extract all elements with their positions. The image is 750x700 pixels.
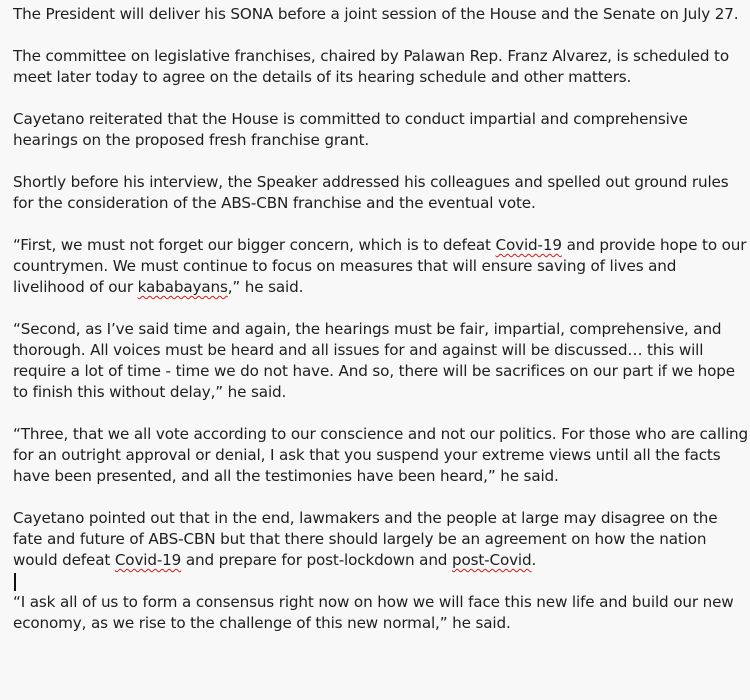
paragraph[interactable]: [13, 508, 748, 571]
text-run: and provide hope to our countrymen. We must continue to focus on measures that will ensure saving of lives and livelihood of our: [13, 236, 747, 296]
misspelled-word: Covid-19: [114, 551, 182, 569]
text-run: Cayetano reiterated that the House is committed to conduct impartial and comprehensive hearings on the proposed fresh franchise grant.: [13, 110, 688, 149]
paragraph[interactable]: [13, 109, 748, 151]
text-run: ,” he said.: [227, 278, 304, 296]
paragraph[interactable]: [13, 319, 748, 403]
paragraph[interactable]: [13, 424, 748, 487]
text-run: .: [531, 551, 537, 569]
paragraph[interactable]: [13, 172, 748, 214]
text-run: “Three, that we all vote according to our conscience and not our politics. For those who are calling for an outright approval or denial, I ask that you suspend your extreme views until all the facts have been presented, and all the testimonies have been heard,” he said.: [13, 425, 749, 485]
text-run: “First, we must not forget our bigger concern, which is to defeat: [13, 236, 496, 254]
misspelled-word: post-Covid: [451, 551, 532, 569]
paragraph[interactable]: [13, 46, 748, 88]
misspelled-word: kababayans: [137, 278, 228, 296]
text-cursor: [14, 573, 16, 591]
paragraph[interactable]: [13, 592, 748, 634]
text-run: “Second, as I’ve said time and again, the hearings must be fair, impartial, comprehensive, and thorough. All voices must be heard and all issues for and against will be discussed… this will require a lot of time - time we do not have. And so, there will be sacrifices on our part if we hope to finish this without delay,” he said.: [13, 320, 735, 401]
paragraph[interactable]: [13, 4, 748, 25]
text-run: Shortly before his interview, the Speaker addressed his colleagues and spelled out ground rules for the consideration of the ABS-CBN franchise and the eventual vote.: [13, 173, 729, 212]
text-run: The President will deliver his SONA before a joint session of the House and the Senate on July 27.: [13, 5, 739, 23]
empty-line[interactable]: [13, 571, 750, 592]
text-run: The committee on legislative franchises, chaired by Palawan Rep. Franz Alvarez, is scheduled to meet later today to agree on the details of its hearing schedule and other matters.: [13, 47, 729, 86]
misspelled-word: Covid-19: [495, 236, 562, 254]
text-run: “I ask all of us to form a consensus right now on how we will face this new life and build our new economy, as we rise to the challenge of this new normal,” he said.: [13, 593, 734, 632]
text-run: and prepare for post-lockdown and: [181, 551, 452, 569]
paragraph[interactable]: [13, 235, 748, 298]
text-run: Cayetano pointed out that in the end, lawmakers and the people at large may disagree on the fate and future of ABS-CBN but that there should largely be an agreement on how the nation would defeat: [13, 509, 718, 569]
